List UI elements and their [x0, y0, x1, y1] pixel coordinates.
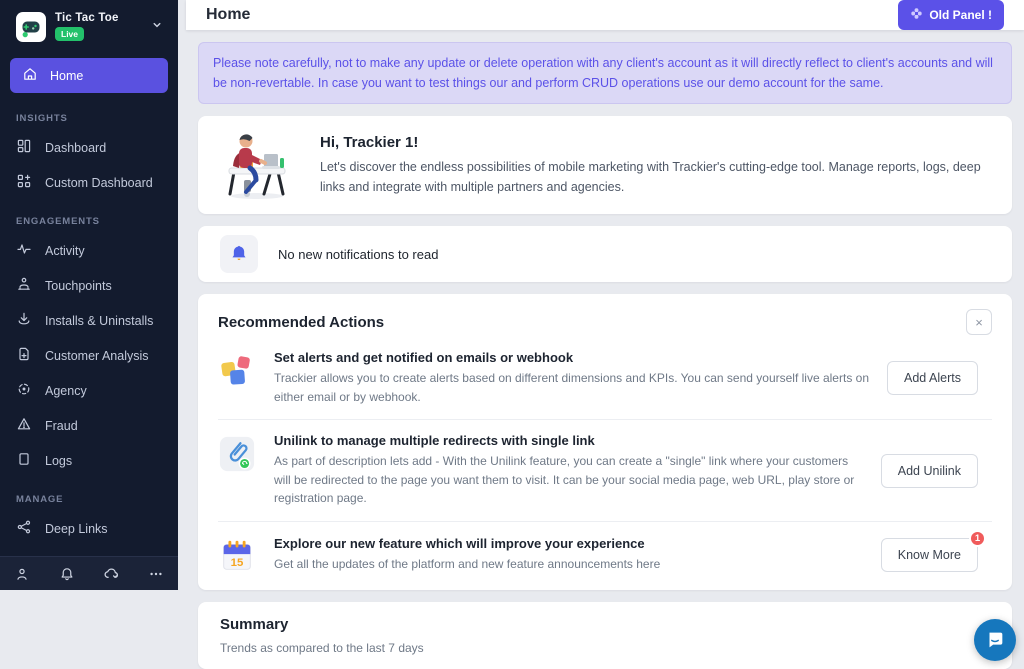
sidebar-item-custom-dashboard[interactable]	[0, 165, 178, 200]
greeting-title: Hi, Trackier 1!	[320, 133, 419, 151]
greeting-description: Let's discover the endless possibilities of mobile marketing with Trackier's cutting-edge tool. Manage reports, logs, deep links and integrate with multiple partners and agencies.	[320, 159, 981, 194]
sidebar-item-agency[interactable]	[0, 373, 178, 408]
recommended-action-row	[218, 419, 992, 521]
sidebar-item-label: Touchpoints	[45, 278, 112, 293]
action-description: Trackier allows you to create alerts based on different dimensions and KPIs. You can send yourself live alerts on either email or by webhook.	[274, 371, 869, 404]
action-title: Set alerts and get notified on emails or webhook	[274, 350, 574, 365]
action-description: As part of description lets add - With the Unilink feature, you can create a "single" link where your customers will be redirected to the page you want them to visit. It can be your social media page, web URL, play store or registration page.	[274, 454, 855, 506]
sidebar-item-label: Customer Analysis	[45, 348, 149, 363]
action-title: Unilink to manage multiple redirects with single link	[274, 433, 595, 449]
chat-icon	[984, 629, 1006, 651]
sidebar-section-engagements: ENGAGEMENTS	[16, 216, 100, 227]
dashboard-icon	[16, 138, 32, 157]
sidebar-item-customer-analysis[interactable]	[0, 338, 178, 373]
summary-card	[198, 602, 1012, 669]
sidebar-item-touchpoints[interactable]	[0, 268, 178, 303]
chevron-down-icon[interactable]	[150, 18, 164, 37]
logs-icon	[16, 451, 32, 470]
calendar-icon	[218, 537, 256, 575]
bell-blue-icon	[220, 235, 258, 273]
puzzle-icon	[218, 352, 256, 390]
rosette-icon	[910, 7, 923, 23]
sidebar-item-installs-uninstalls[interactable]	[0, 303, 178, 338]
agency-icon	[16, 381, 32, 400]
home-icon	[22, 66, 38, 85]
old-panel-label: Old Panel !	[929, 8, 992, 22]
know-more-button[interactable]: Know More	[881, 538, 978, 572]
summary-title: Summary	[220, 615, 289, 633]
main-area	[178, 0, 1024, 655]
sidebar-footer	[0, 557, 178, 590]
add-alerts-button[interactable]: Add Alerts	[887, 361, 978, 395]
sidebar-item-dashboard[interactable]	[0, 130, 178, 165]
person-at-desk-illustration	[220, 128, 294, 202]
sidebar-item-label: Custom Dashboard	[45, 175, 153, 190]
fraud-icon	[16, 416, 32, 435]
top-bar	[186, 0, 1024, 30]
notice-banner: Please note carefully, not to make any update or delete operation with any client's account as it will directly reflect to client's accounts and will be non-revertable. In case you want to test things our and perform CRUD operations use our demo account for the same.	[198, 42, 1012, 104]
sidebar-item-label: Installs & Uninstalls	[45, 313, 154, 328]
more-icon[interactable]	[134, 557, 179, 590]
custom-dashboard-icon	[16, 173, 32, 192]
sidebar-item-activity[interactable]	[0, 233, 178, 268]
notifications-text: No new notifications to read	[278, 246, 439, 262]
sidebar-item-label: Logs	[45, 453, 73, 468]
svg-text:15: 15	[230, 556, 244, 569]
customer-analysis-icon	[16, 346, 32, 365]
bell-icon[interactable]	[45, 557, 90, 590]
sidebar-item-label: Fraud	[45, 418, 78, 433]
sidebar-item-label: Deep Links	[45, 521, 108, 536]
content-area	[186, 30, 1024, 669]
notification-count-badge: 1	[969, 530, 986, 547]
sidebar-item-home[interactable]	[10, 58, 168, 93]
sidebar-item-label: Agency	[45, 383, 87, 398]
chat-launcher-button[interactable]	[974, 619, 1016, 661]
recommended-actions-card	[198, 294, 1012, 590]
add-unilink-button[interactable]: Add Unilink	[881, 454, 978, 488]
sidebar	[0, 0, 178, 558]
greeting-card	[198, 116, 1012, 214]
recommended-action-row	[218, 337, 992, 419]
sidebar-item-deep-links[interactable]	[0, 511, 178, 546]
workspace-name: Tic Tac Toe	[55, 12, 119, 24]
workspace-switcher[interactable]	[0, 0, 178, 52]
notifications-card	[198, 226, 1012, 282]
status-badge: Live	[55, 27, 84, 41]
action-title: Explore our new feature which will improve your experience	[274, 536, 645, 552]
deep-links-icon	[16, 519, 32, 538]
unilink-paperclip-icon	[218, 435, 256, 473]
touchpoints-icon	[16, 276, 32, 295]
cloud-icon[interactable]	[89, 557, 134, 590]
sidebar-item-label: Activity	[45, 243, 85, 258]
action-description: Get all the updates of the platform and new feature announcements here	[274, 557, 661, 572]
activity-icon	[16, 241, 32, 260]
page-title: Home	[206, 6, 251, 23]
gamepad-icon	[16, 12, 46, 42]
sidebar-section-manage: MANAGE	[16, 494, 64, 505]
close-icon[interactable]: ×	[966, 309, 992, 335]
sidebar-item-logs[interactable]	[0, 443, 178, 478]
recommended-action-row	[218, 521, 992, 588]
sidebar-section-insights: INSIGHTS	[16, 113, 68, 124]
sidebar-item-label: Home	[50, 68, 84, 83]
sidebar-item-label: Dashboard	[45, 140, 107, 155]
summary-subtitle: Trends as compared to the last 7 days	[220, 640, 424, 655]
old-panel-button[interactable]	[898, 0, 1004, 30]
sidebar-item-fraud[interactable]	[0, 408, 178, 443]
recommended-actions-title: Recommended Actions	[218, 313, 385, 331]
installs-icon	[16, 311, 32, 330]
user-icon[interactable]	[0, 557, 45, 590]
